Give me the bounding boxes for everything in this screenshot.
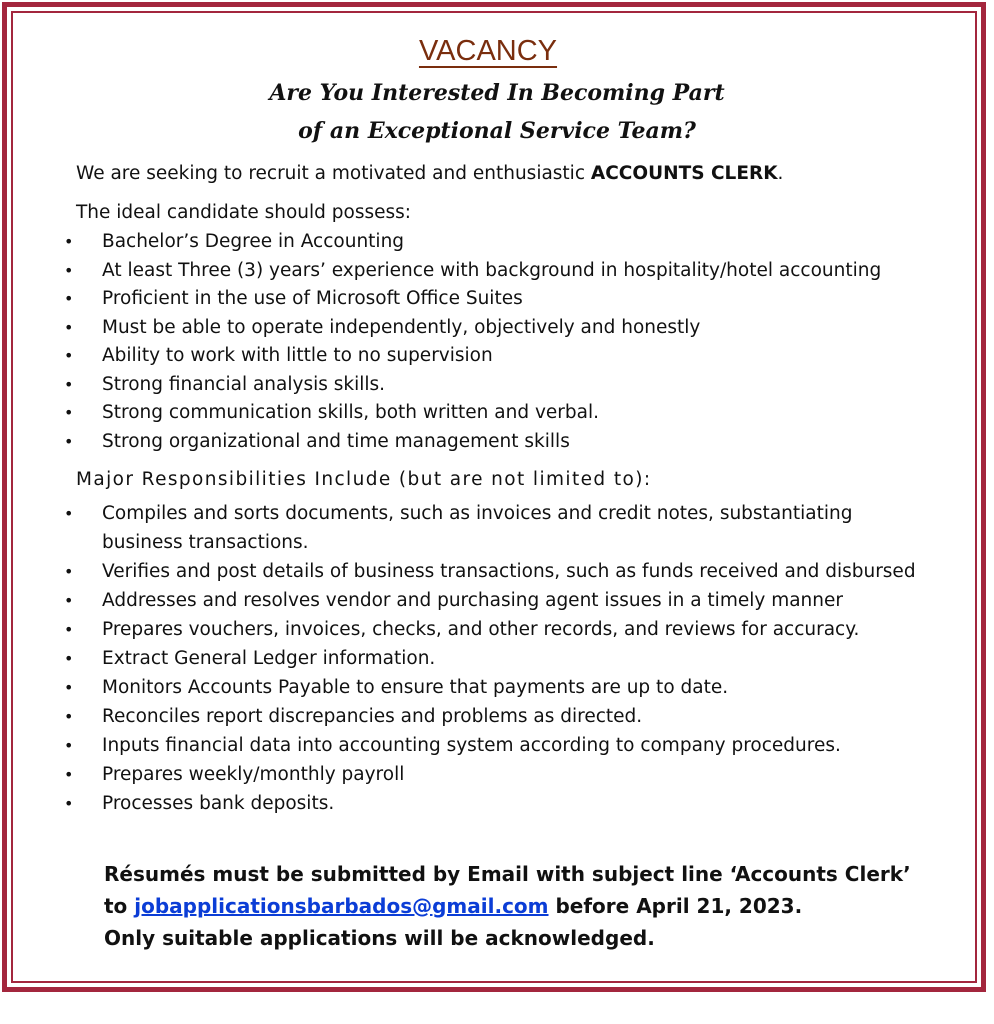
closing-line-2: to jobapplicationsbarbados@gmail.com before April 21, 2023.	[104, 894, 803, 918]
bullet-icon: •	[64, 431, 74, 451]
list-item: • Compiles and sorts documents, such as invoices and credit notes, substantiating business transactions.	[0, 499, 922, 557]
list-item: • Extract General Ledger information.	[0, 644, 922, 673]
responsibilities-list	[0, 499, 922, 818]
list-item: • At least Three (3) years’ experience with background in hospitality/hotel accounting	[0, 257, 881, 286]
bullet-icon: •	[64, 232, 74, 251]
list-item: • Reconciles report discrepancies and problems as directed.	[0, 702, 922, 731]
email-link[interactable]: jobapplicationsbarbados@gmail.com	[134, 894, 549, 918]
bullet-icon: •	[64, 765, 74, 784]
page-title: VACANCY	[418, 35, 558, 67]
list-item: • Bachelor’s Degree in Accounting	[0, 228, 881, 257]
qualifications-list	[0, 228, 881, 456]
list-item: • Strong organizational and time management skills	[0, 428, 881, 457]
subtitle-line-2: of an Exceptional Service Team?	[298, 118, 696, 144]
closing-instructions	[104, 858, 911, 954]
bullet-icon: •	[64, 374, 74, 394]
bullet-icon: •	[64, 562, 74, 581]
list-item: • Processes bank deposits.	[0, 789, 922, 818]
bullet-icon: •	[64, 289, 74, 308]
list-item: • Addresses and resolves vendor and purchasing agent issues in a timely manner	[0, 586, 922, 615]
list-item: • Ability to work with little to no supervision	[0, 342, 881, 371]
bullet-icon: •	[64, 736, 74, 755]
list-item: • Strong communication skills, both written and verbal.	[0, 399, 881, 428]
qualifications-heading: The ideal candidate should possess:	[76, 202, 412, 223]
intro-paragraph: We are seeking to recruit a motivated and enthusiastic ACCOUNTS CLERK.	[76, 163, 784, 184]
bullet-icon: •	[64, 317, 74, 337]
bullet-icon: •	[64, 346, 74, 365]
bullet-icon: •	[64, 620, 74, 639]
list-item: • Inputs financial data into accounting system according to company procedures.	[0, 731, 922, 760]
bullet-icon: •	[64, 591, 74, 610]
bullet-icon: •	[64, 794, 74, 813]
closing-line-3: Only suitable applications will be acknowledged.	[104, 926, 655, 950]
closing-line-1: Résumés must be submitted by Email with subject line ‘Accounts Clerk’	[104, 862, 911, 886]
list-item: • Prepares vouchers, invoices, checks, and other records, and reviews for accuracy.	[0, 615, 922, 644]
list-item: • Strong financial analysis skills.	[0, 371, 881, 400]
bullet-icon: •	[64, 649, 74, 668]
bullet-icon: •	[64, 707, 74, 726]
list-item: • Monitors Accounts Payable to ensure that payments are up to date.	[0, 673, 922, 702]
bullet-icon: •	[64, 260, 74, 280]
bullet-icon: •	[64, 403, 74, 422]
responsibilities-heading: Major Responsibilities Include (but are not limited to):	[76, 469, 652, 490]
list-item: • Must be able to operate independently, objectively and honestly	[0, 314, 881, 343]
subtitle-line-1: Are You Interested In Becoming Part	[269, 80, 725, 106]
list-item: • Proficient in the use of Microsoft Office Suites	[0, 285, 881, 314]
list-item: • Prepares weekly/monthly payroll	[0, 760, 922, 789]
bullet-icon: •	[64, 678, 74, 697]
role-name: ACCOUNTS CLERK	[590, 163, 778, 184]
bullet-icon: •	[64, 504, 74, 523]
list-item: • Verifies and post details of business transactions, such as funds received and disbursed	[0, 557, 922, 586]
